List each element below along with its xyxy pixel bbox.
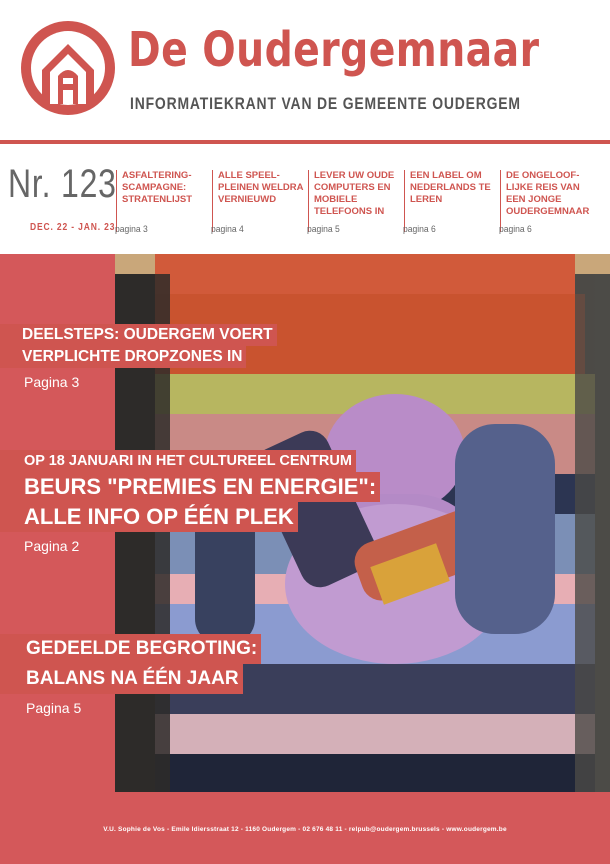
teaser-page: pagina 3 [115, 224, 148, 235]
headline-line: GEDEELDE BEGROTING: [0, 634, 261, 664]
teaser-page: pagina 6 [403, 224, 436, 235]
footer-credits: V.U. Sophie de Vos - Emile Idiersstraat 12 - 1160 Oudergem - 02 676 48 11 - relpub@oudergem.brussels - www.oudergem.be [103, 826, 507, 833]
publication-title: De Oudergemnaar [128, 22, 540, 78]
teaser-item[interactable] [403, 170, 498, 235]
cover-area [0, 254, 610, 864]
headline-line: BALANS NA ÉÉN JAAR [0, 664, 243, 694]
teaser-title: DE ONGELOOF-LIJKE REIS VAN EEN JONGE OUDERGEMNAAR [506, 170, 590, 217]
teaser-item[interactable] [307, 170, 402, 235]
teaser-item[interactable] [499, 170, 594, 235]
teaser-item[interactable] [211, 170, 306, 235]
issue-date: DEC. 22 - JAN. 23 [30, 222, 116, 233]
headline-beurs[interactable] [0, 450, 380, 554]
teaser-title: ASFALTERING-SCAMPAGNE: STRATENLIJST [122, 170, 193, 205]
tagline: INFORMATIEKRANT VAN DE GEMEENTE OUDERGEM [130, 94, 521, 113]
headline-page: Pagina 5 [26, 700, 82, 716]
masthead [0, 0, 610, 140]
teaser-title: ALLE SPEEL-PLEINEN WELDRA VERNIEUWD [218, 170, 304, 205]
headline-page: Pagina 3 [24, 374, 80, 390]
teaser-page: pagina 5 [307, 224, 340, 235]
headline-page: Pagina 2 [24, 538, 80, 554]
headline-deelsteps[interactable] [0, 324, 277, 390]
headline-line: ALLE INFO OP ÉÉN PLEK [0, 502, 298, 532]
teaser-item[interactable] [115, 170, 210, 235]
headline-line: DEELSTEPS: OUDERGEM VOERT [0, 324, 277, 346]
headline-begroting[interactable] [0, 634, 261, 716]
teaser-page: pagina 4 [211, 224, 244, 235]
issue-number: Nr. 123 [8, 162, 117, 206]
teaser-title: LEVER UW OUDE COMPUTERS EN MOBIELE TELEFOONS IN [314, 170, 395, 217]
headline-line: BEURS "PREMIES EN ENERGIE": [0, 472, 380, 502]
house-logo-icon [18, 18, 118, 118]
teaser-title: EEN LABEL OM NEDERLANDS TE LEREN [410, 170, 491, 205]
headline-kicker: OP 18 JANUARI IN HET CULTUREEL CENTRUM [0, 450, 356, 472]
headline-line: VERPLICHTE DROPZONES IN [0, 346, 246, 368]
teaser-page: pagina 6 [499, 224, 532, 235]
